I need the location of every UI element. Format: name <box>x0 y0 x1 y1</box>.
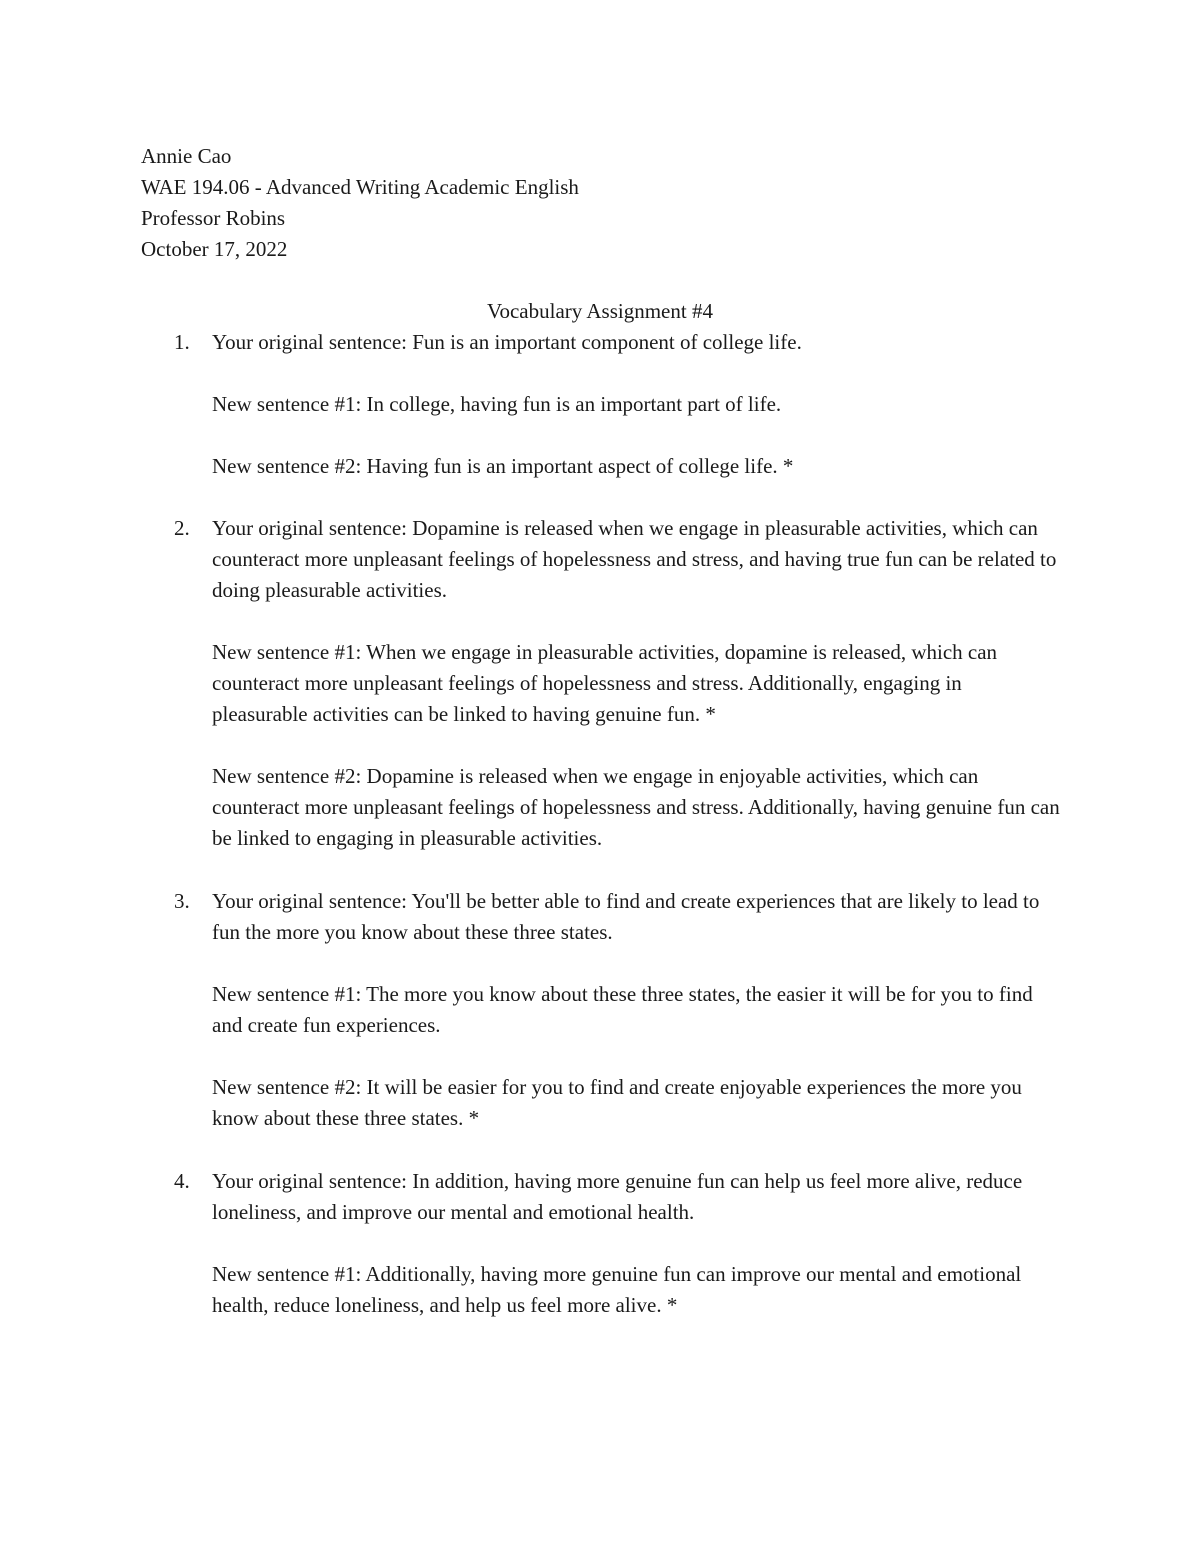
original-sentence: Your original sentence: Fun is an important component of college life. <box>212 330 802 354</box>
list-item-1 <box>141 327 1061 482</box>
header-block <box>141 141 579 265</box>
item-number: 2. <box>174 516 190 540</box>
original-sentence: Your original sentence: You'll be better able to find and create experiences that are likely to lead to fun the more you know about these three states. <box>212 889 1040 944</box>
original-sentence: Your original sentence: Dopamine is released when we engage in pleasurable activities, which can counteract more unpleasant feelings of hopelessness and stress, and having true fun can be related to doing pleasurable activities. <box>212 516 1057 602</box>
professor-name: Professor Robins <box>141 206 286 230</box>
new-sentence-2: New sentence #2: Having fun is an important aspect of college life. * <box>212 454 794 478</box>
new-sentence-1: New sentence #1: The more you know about these three states, the easier it will be for you to find and create fun experiences. <box>212 982 1033 1037</box>
new-sentence-1: New sentence #1: In college, having fun is an important part of life. <box>212 392 782 416</box>
item-number: 3. <box>174 889 190 913</box>
list-item-2 <box>141 513 1061 854</box>
assignment-date: October 17, 2022 <box>141 237 288 261</box>
course-name: WAE 194.06 - Advanced Writing Academic English <box>141 175 579 199</box>
document-title: Vocabulary Assignment #4 <box>487 299 713 323</box>
new-sentence-2: New sentence #2: It will be easier for you to find and create enjoyable experiences the more you know about these three states. * <box>212 1075 1022 1130</box>
list-item-4 <box>141 1166 1061 1321</box>
student-name: Annie Cao <box>141 144 232 168</box>
original-sentence: Your original sentence: In addition, having more genuine fun can help us feel more alive, reduce loneliness, and improve our mental and emotional health. <box>212 1169 1023 1224</box>
list-item-3 <box>141 886 1061 1134</box>
item-number: 4. <box>174 1169 190 1193</box>
new-sentence-1: New sentence #1: When we engage in pleasurable activities, dopamine is released, which can counteract more unpleasant feelings of hopelessness and stress. Additionally, engaging in pleasurable activities can be linked to having genuine fun. * <box>212 640 998 726</box>
item-number: 1. <box>174 330 190 354</box>
new-sentence-1: New sentence #1: Additionally, having more genuine fun can improve our mental and emotional health, reduce loneliness, and help us feel more alive. * <box>212 1262 1022 1317</box>
new-sentence-2: New sentence #2: Dopamine is released when we engage in enjoyable activities, which can counteract more unpleasant feelings of hopelessness and stress. Additionally, having genuine fun can be linked to engaging in pleasurable activities. <box>212 764 1060 850</box>
